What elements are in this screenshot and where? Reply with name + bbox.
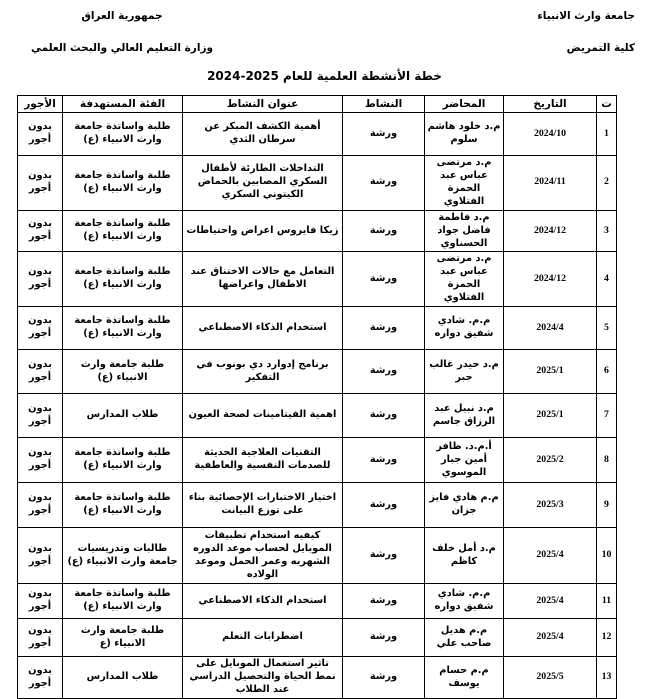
cell-activity: ورشة bbox=[343, 528, 425, 584]
cell-target: طلبة واساتذة جامعة وارث الانبياء (ع) bbox=[63, 483, 183, 528]
cell-no: 13 bbox=[597, 657, 617, 699]
cell-lecturer: م.د حيدر غالب جبر bbox=[425, 350, 504, 394]
cell-activity: ورشة bbox=[343, 307, 425, 350]
cell-activity: ورشة bbox=[343, 394, 425, 438]
cell-lecturer: م.م. شادي شفيق دواره bbox=[425, 584, 504, 619]
page-title: خطة الأنشطة العلمية للعام 2025-2024 bbox=[207, 69, 442, 83]
cell-lecturer: م.د نبيل عبد الرزاق جاسم bbox=[425, 394, 504, 438]
header-cell-fees: الأجور bbox=[18, 96, 63, 113]
table-row bbox=[18, 113, 617, 156]
cell-no: 1 bbox=[597, 113, 617, 156]
header-cell-title: عنوان النشاط bbox=[183, 96, 343, 113]
cell-title: زيكا فايروس اعراض واحتياطات bbox=[183, 210, 343, 252]
table-header bbox=[18, 96, 617, 113]
cell-lecturer: م.م هديل صاحب علي bbox=[425, 619, 504, 657]
cell-date: 2024/10 bbox=[504, 113, 597, 156]
table-row bbox=[18, 619, 617, 657]
cell-activity: ورشة bbox=[343, 619, 425, 657]
cell-fees: بدون أجور bbox=[18, 657, 63, 699]
cell-activity: ورشة bbox=[343, 350, 425, 394]
header-cell-no: ت bbox=[597, 96, 617, 113]
cell-lecturer: م.م هادي فايز جزان bbox=[425, 483, 504, 528]
table-row bbox=[18, 210, 617, 252]
cell-fees: بدون أجور bbox=[18, 584, 63, 619]
cell-fees: بدون أجور bbox=[18, 438, 63, 483]
cell-title: اختيار الاختبارات الإحصائية بناء على توزع البيانت bbox=[183, 483, 343, 528]
cell-no: 10 bbox=[597, 528, 617, 584]
cell-date: 2025/1 bbox=[504, 394, 597, 438]
cell-title: استخدام الذكاء الاصطناعي bbox=[183, 584, 343, 619]
cell-title: أهمية الكشف المبكر عن سرطان الثدي bbox=[183, 113, 343, 156]
table-row bbox=[18, 584, 617, 619]
header-cell-lecturer: المحاضر bbox=[425, 96, 504, 113]
header-cell-date: التاريخ bbox=[504, 96, 597, 113]
cell-title: كيفيه استخدام تطبيقات الموبايل لحساب موعد الدوره الشهريه وعمر الحمل وموعد الولاده bbox=[183, 528, 343, 584]
cell-lecturer: م.م. شادي شفيق دواره bbox=[425, 307, 504, 350]
cell-fees: بدون أجور bbox=[18, 113, 63, 156]
cell-title: تاثير استعمال الموبايل على نمط الحياة والتحصيل الدراسي عند الطلاب bbox=[183, 657, 343, 699]
cell-title: التقنيات العلاجية الحديثة للصدمات النفسية والعاطفية bbox=[183, 438, 343, 483]
cell-fees: بدون أجور bbox=[18, 483, 63, 528]
cell-fees: بدون أجور bbox=[18, 210, 63, 252]
cell-lecturer: م.م حسام يوسف bbox=[425, 657, 504, 699]
cell-target: طالبات وتدريسيات جامعة وارث الانبياء (ع) bbox=[63, 528, 183, 584]
cell-date: 2024/11 bbox=[504, 156, 597, 211]
cell-lecturer: م.د مرتضى عباس عبد الحمزة الفتلاوي bbox=[425, 252, 504, 307]
letterhead-left bbox=[16, 10, 228, 54]
cell-date: 2025/3 bbox=[504, 483, 597, 528]
cell-title: اهمية الفيتامينات لصحة العيون bbox=[183, 394, 343, 438]
cell-target: طلبة واساتذة جامعة وارث الانبياء (ع) bbox=[63, 113, 183, 156]
header-cell-activity: النشاط bbox=[343, 96, 425, 113]
cell-fees: بدون أجور bbox=[18, 156, 63, 211]
table-row bbox=[18, 394, 617, 438]
cell-lecturer: م.د خلود هاشم سلوم bbox=[425, 113, 504, 156]
cell-no: 8 bbox=[597, 438, 617, 483]
cell-target: طلاب المدارس bbox=[63, 394, 183, 438]
table-row bbox=[18, 657, 617, 699]
cell-fees: بدون أجور bbox=[18, 394, 63, 438]
table-row bbox=[18, 252, 617, 307]
cell-date: 2024/12 bbox=[504, 210, 597, 252]
cell-activity: ورشة bbox=[343, 584, 425, 619]
cell-lecturer: م.د أمل خلف كاظم bbox=[425, 528, 504, 584]
cell-date: 2024/4 bbox=[504, 307, 597, 350]
table-row bbox=[18, 156, 617, 211]
letterhead-right bbox=[537, 10, 635, 54]
ministry-name: وزارة التعليم العالي والبحث العلمي bbox=[30, 41, 214, 54]
table-row bbox=[18, 438, 617, 483]
cell-title: اضطرابات التعلم bbox=[183, 619, 343, 657]
cell-activity: ورشة bbox=[343, 156, 425, 211]
cell-target: طلبة واساتذة جامعة وارث الانبياء (ع) bbox=[63, 584, 183, 619]
university-name: جامعة وارث الانبياء bbox=[537, 10, 635, 22]
table-row bbox=[18, 528, 617, 584]
college-name: كلية التمريض bbox=[566, 41, 635, 54]
country-name: جمهورية العراق bbox=[81, 10, 163, 22]
cell-date: 2024/12 bbox=[504, 252, 597, 307]
cell-no: 4 bbox=[597, 252, 617, 307]
cell-target: طلبة جامعة وارث الانبياء (ع bbox=[63, 619, 183, 657]
cell-target: طلبة واساتذة جامعة وارث الانبياء (ع) bbox=[63, 210, 183, 252]
cell-activity: ورشة bbox=[343, 483, 425, 528]
cell-no: 3 bbox=[597, 210, 617, 252]
cell-date: 2025/4 bbox=[504, 619, 597, 657]
cell-activity: ورشة bbox=[343, 657, 425, 699]
cell-fees: بدون أجور bbox=[18, 619, 63, 657]
cell-title: التعامل مع حالات الاختناق عند الاطفال واعراضها bbox=[183, 252, 343, 307]
cell-fees: بدون أجور bbox=[18, 307, 63, 350]
header-cell-target: الفئة المستهدفة bbox=[63, 96, 183, 113]
cell-lecturer: أ.م.د. ظافر أمين جبار الموسوي bbox=[425, 438, 504, 483]
cell-no: 11 bbox=[597, 584, 617, 619]
table-row bbox=[18, 307, 617, 350]
cell-date: 2025/5 bbox=[504, 657, 597, 699]
cell-no: 2 bbox=[597, 156, 617, 211]
cell-lecturer: م.د فاطمة فاضل جواد الحسناوي bbox=[425, 210, 504, 252]
cell-activity: ورشة bbox=[343, 210, 425, 252]
cell-target: طلبة جامعة وارث الانبياء (ع) bbox=[63, 350, 183, 394]
cell-no: 9 bbox=[597, 483, 617, 528]
cell-title: التداخلات الطارئة لأطفال السكري المصابين بالحماض الكيتوني السكري bbox=[183, 156, 343, 211]
table-row bbox=[18, 350, 617, 394]
cell-target: طلاب المدارس bbox=[63, 657, 183, 699]
table-row bbox=[18, 483, 617, 528]
cell-date: 2025/4 bbox=[504, 584, 597, 619]
cell-fees: بدون أجور bbox=[18, 350, 63, 394]
cell-target: طلبة واساتذة جامعة وارث الانبياء (ع) bbox=[63, 156, 183, 211]
cell-target: طلبة واساتذة جامعة وارث الانبياء (ع) bbox=[63, 307, 183, 350]
cell-date: 2025/2 bbox=[504, 438, 597, 483]
cell-activity: ورشة bbox=[343, 252, 425, 307]
cell-title: استخدام الذكاء الاصطناعي bbox=[183, 307, 343, 350]
cell-activity: ورشة bbox=[343, 113, 425, 156]
cell-title: برنامج إدوارد دي بونوب في التفكير bbox=[183, 350, 343, 394]
cell-no: 7 bbox=[597, 394, 617, 438]
cell-target: طلبة واساتذة جامعة وارث الانبياء (ع) bbox=[63, 252, 183, 307]
cell-fees: بدون أجور bbox=[18, 528, 63, 584]
cell-no: 6 bbox=[597, 350, 617, 394]
cell-activity: ورشة bbox=[343, 438, 425, 483]
header-row bbox=[18, 96, 617, 113]
cell-no: 5 bbox=[597, 307, 617, 350]
cell-date: 2025/1 bbox=[504, 350, 597, 394]
cell-lecturer: م.د مرتضى عباس عبد الحمزة الفتلاوي bbox=[425, 156, 504, 211]
activities-tbody bbox=[18, 113, 617, 699]
activities-table bbox=[17, 95, 617, 699]
cell-date: 2025/4 bbox=[504, 528, 597, 584]
cell-fees: بدون أجور bbox=[18, 252, 63, 307]
cell-no: 12 bbox=[597, 619, 617, 657]
cell-target: طلبة واساتذة جامعة وارث الانبياء (ع) bbox=[63, 438, 183, 483]
